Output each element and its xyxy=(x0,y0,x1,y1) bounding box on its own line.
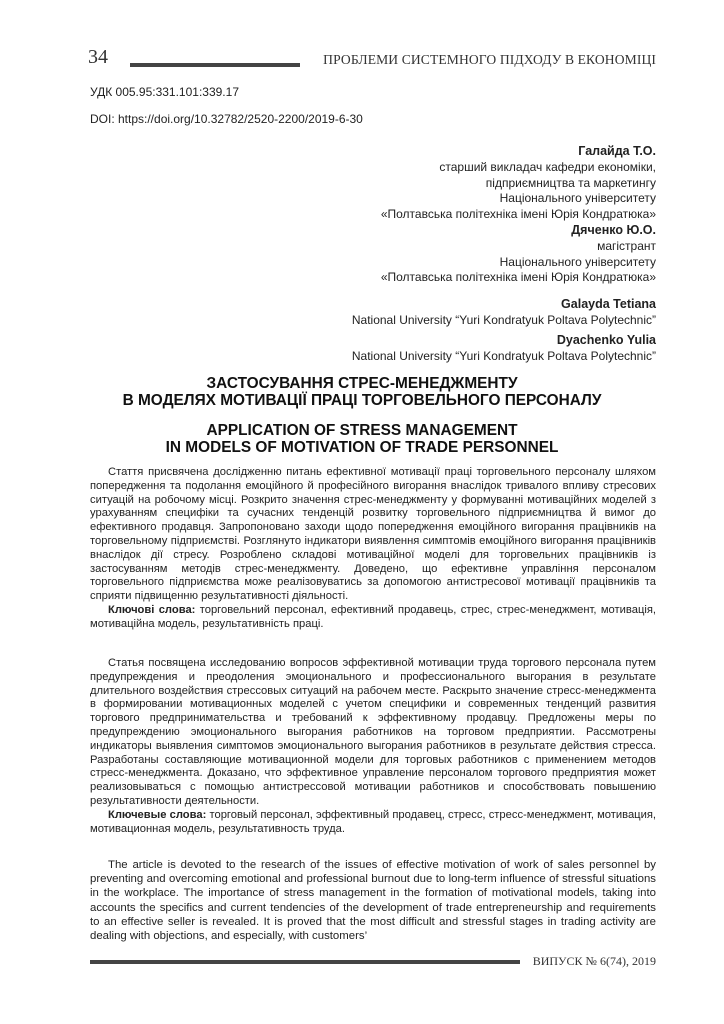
title-line: В МОДЕЛЯХ МОТИВАЦІЇ ПРАЦІ ТОРГОВЕЛЬНОГО ПЕРСОНАЛУ xyxy=(122,392,602,409)
author-affiliation-line: підприємництва та маркетингу xyxy=(485,175,656,190)
udc-code: УДК 005.95:331.101:339.17 xyxy=(90,85,239,99)
author-affiliation-line: «Полтавська політехніка імені Юрія Кондратюка» xyxy=(380,270,656,285)
keywords-label: Ключевые слова: xyxy=(108,808,207,821)
journal-title: ПРОБЛЕМИ СИСТЕМНОГО ПІДХОДУ В ЕКОНОМІЦІ xyxy=(323,52,656,67)
keywords-list: торговый персонал, эффективный продавец, стресс, стресс-менеджмент, мотивация, мотивационная модель, результативность труда. xyxy=(90,808,656,835)
keywords xyxy=(90,809,656,837)
abstract-ua xyxy=(90,466,656,632)
title-line: IN MODELS OF MOTIVATION OF TRADE PERSONNEL xyxy=(165,439,559,456)
author-affiliation-line: старший викладач кафедри економіки, xyxy=(439,159,656,174)
author-affiliation-en: National University “Yuri Kondratyuk Poltava Polytechnic” xyxy=(351,313,656,327)
author-affiliation-line: магістрант xyxy=(597,238,656,253)
title-line: ЗАСТОСУВАННЯ СТРЕС-МЕНЕДЖМЕНТУ xyxy=(206,375,518,392)
footer-rule xyxy=(90,960,520,964)
author-name: Дяченко Ю.О. xyxy=(571,222,656,237)
author-name-en: Galayda Tetiana xyxy=(561,297,656,311)
keywords xyxy=(90,604,656,632)
page-number: 34 xyxy=(88,46,108,68)
abstract-text: Стаття присвячена дослідженню питань ефективної мотивації праці торговельного персоналу шляхом попередження та подолання емоційного й професійного вигорання внаслідок тривалого впливу стресових ситуацій на робочому місці. Розкрито значення стрес-менеджменту у формуванні мотиваційних моделей з урахуванням специфіки та сучасних тенденцій розвитку торговельного підприємництва й вимог до ефективного продавця. Запропоновано заходи щодо попередження емоційного вигорання працівників на торговельному підприємстві. Розглянуто індикатори виявлення симптомів емоційного вигорання працівників внаслідок дії стресу. Розроблено складові мотиваційної моделі для торговельних працівників із застосуванням методів стрес-менеджменту. Доведено, що ефективне управління персоналом торговельного підприємства може реалізовуватись за допомогою антистресової мотивації працівників та сприяти підвищенню результативності діяльності. xyxy=(90,466,656,603)
keywords-list: торговельний персонал, ефективний продавець, стрес, стрес-менеджмент, мотивація, мотиваційна модель, результативність праці. xyxy=(90,603,656,630)
abstract-text: The article is devoted to the research of the issues of effective motivation of work of sales personnel by preventing and overcoming emotional and professional burnout due to long-term influence of stressful situations in the workplace. The importance of stress management in the formation of motivational models, taking into accounts the specifics and current tendencies of the development of trade entrepreneurship and requirements to an effective seller is revealed. It is proved that the most difficult and stressful stages in trading activity are dealing with objections, and especially, with customers’ xyxy=(90,859,656,943)
abstract-text: Статья посвящена исследованию вопросов эффективной мотивации труда торгового персонала путем предупреждения и преодоления эмоционального и профессионального выгорания в результате длительного воздействия стрессовых ситуаций на рабочем месте. Раскрыто значение стресс-менеджмента в формировании мотивационных моделей с учетом специфики и современных тенденций развития торгового предпринимательства и требований к эффективному продавцу. Предложены меры по предупреждению эмоционального выгорания работников на торговом предприятии. Рассмотрены индикаторы выявления симптомов эмоционального выгорания работников в результате действия стресса. Разработаны составляющие мотивационной модели для торговых работников с применением методов стресс-менеджмента. Доказано, что эффективное управление персоналом торгового предприятия может реализовываться с помощью антистрессовой мотивации работников и способствовать повышению результативности деятельности. xyxy=(90,657,656,807)
author-affiliation-en: National University “Yuri Kondratyuk Poltava Polytechnic” xyxy=(351,349,656,363)
author-name-en: Dyachenko Yulia xyxy=(556,333,656,347)
header-rule xyxy=(130,63,300,67)
authors-en-block xyxy=(352,296,656,368)
keywords-label: Ключові слова: xyxy=(108,603,196,616)
author-name: Галайда Т.О. xyxy=(578,144,656,158)
author-affiliation-line: Національного університету xyxy=(499,191,656,206)
issue-number: ВИПУСК № 6(74), 2019 xyxy=(532,954,656,968)
article-title-en xyxy=(70,422,654,456)
abstract-en xyxy=(90,858,656,943)
abstract-ru xyxy=(90,657,656,836)
doi-link[interactable]: DOI: https://doi.org/10.32782/2520-2200/2019-6-30 xyxy=(90,112,363,126)
title-line: APPLICATION OF STRESS MANAGEMENT xyxy=(206,422,518,439)
author-affiliation-line: Національного університету xyxy=(499,254,656,269)
authors-ua-block xyxy=(381,144,656,286)
article-title-ua xyxy=(70,375,654,409)
author-affiliation-line: «Полтавська політехніка імені Юрія Кондратюка» xyxy=(380,207,656,222)
